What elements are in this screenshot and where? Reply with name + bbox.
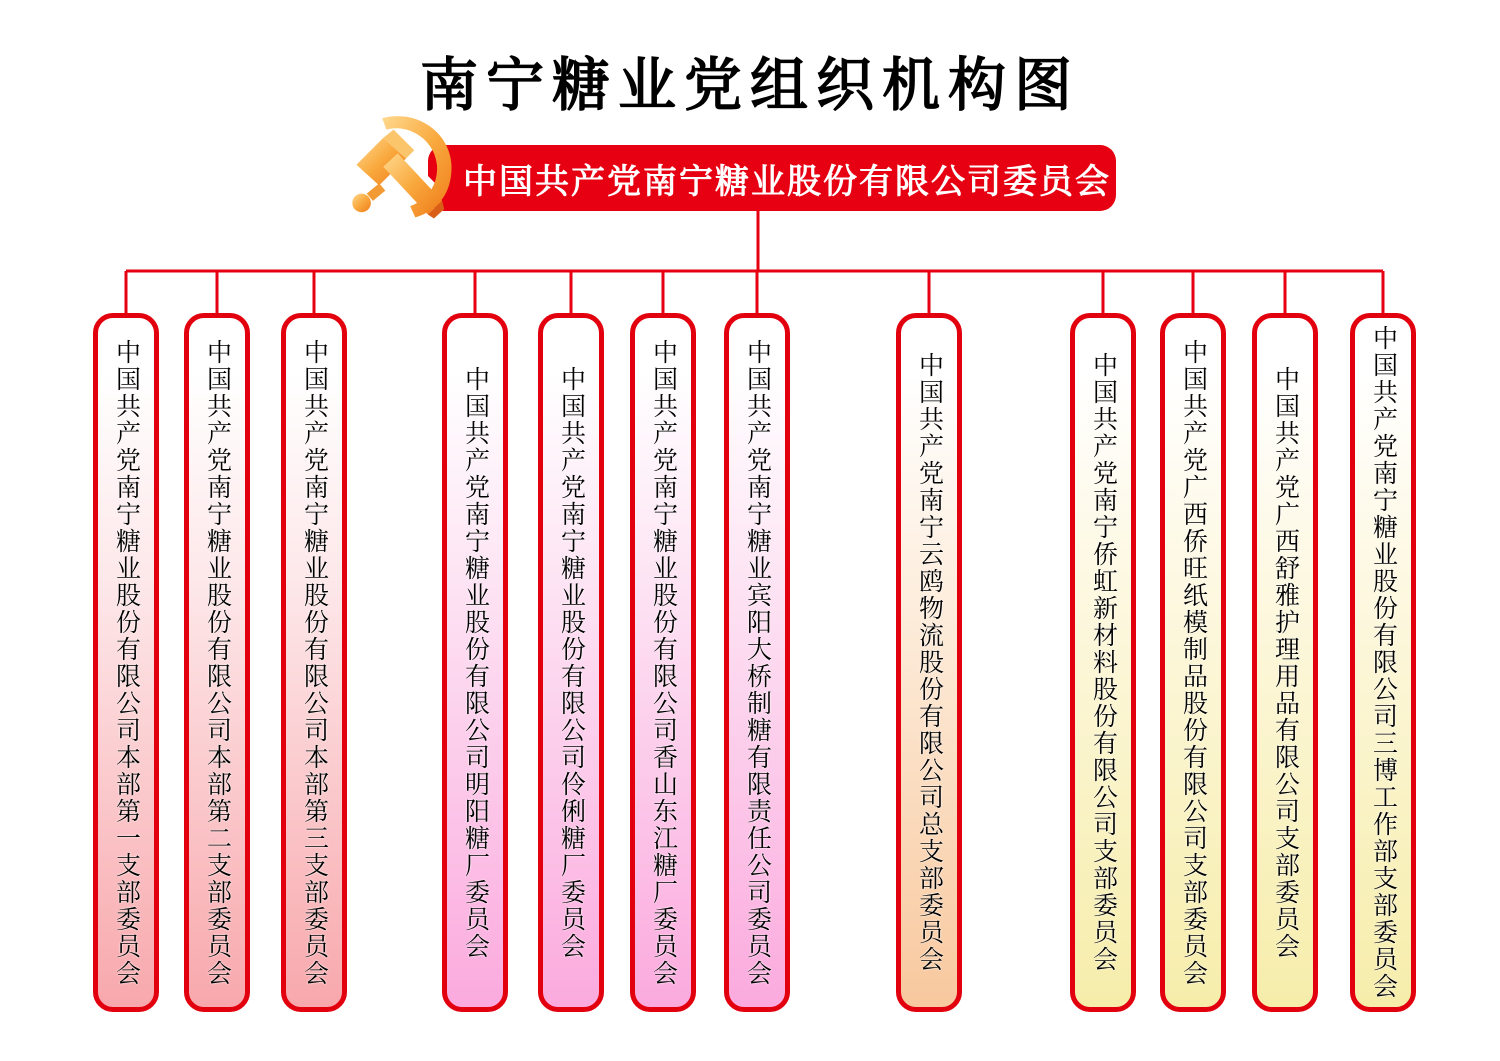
branch-label: 中国共产党南宁糖业宾阳大桥制糖有限责任公司委员会 [743, 338, 772, 987]
org-box-branch-4 [442, 313, 508, 1012]
party-emblem-icon [344, 110, 468, 236]
sickle-handle [352, 194, 371, 213]
branch-label: 中国共产党广西舒雅护理用品有限公司支部委员会 [1271, 365, 1300, 960]
branch-label: 中国共产党南宁糖业股份有限公司明阳糖厂委员会 [461, 365, 490, 960]
org-box-branch-7 [724, 313, 790, 1012]
branch-label: 中国共产党南宁侨虹新材料股份有限公司支部委员会 [1089, 352, 1118, 973]
org-box-branch-9 [1070, 313, 1136, 1012]
org-box-branch-6 [630, 313, 696, 1012]
branch-label: 中国共产党南宁云鸥物流股份有限公司总支部委员会 [915, 352, 944, 973]
root-node-label: 中国共产党南宁糖业股份有限公司委员会 [463, 162, 1111, 201]
root-node [428, 145, 1116, 211]
org-box-branch-12 [1350, 313, 1416, 1012]
branch-label: 中国共产党南宁糖业股份有限公司伶俐糖厂委员会 [557, 365, 586, 960]
org-box-branch-5 [538, 313, 604, 1012]
branch-label: 中国共产党南宁糖业股份有限公司香山东江糖厂委员会 [649, 338, 678, 987]
org-box-branch-11 [1252, 313, 1318, 1012]
page-title: 南宁糖业党组织机构图 [419, 51, 1080, 119]
org-box-branch-1 [93, 313, 159, 1012]
branch-label: 中国共产党南宁糖业股份有限公司本部第三支部委员会 [300, 338, 329, 987]
branch-label: 中国共产党南宁糖业股份有限公司本部第一支部委员会 [112, 338, 141, 987]
org-box-branch-2 [184, 313, 250, 1012]
branch-label: 中国共产党南宁糖业股份有限公司本部第二支部委员会 [203, 338, 232, 987]
branch-label: 中国共产党南宁糖业股份有限公司三博工作部支部委员会 [1369, 325, 1398, 1000]
branch-label: 中国共产党广西侨旺纸模制品股份有限公司支部委员会 [1179, 338, 1208, 987]
org-box-branch-8 [896, 313, 962, 1012]
org-box-branch-10 [1160, 313, 1226, 1012]
org-box-branch-3 [281, 313, 347, 1012]
